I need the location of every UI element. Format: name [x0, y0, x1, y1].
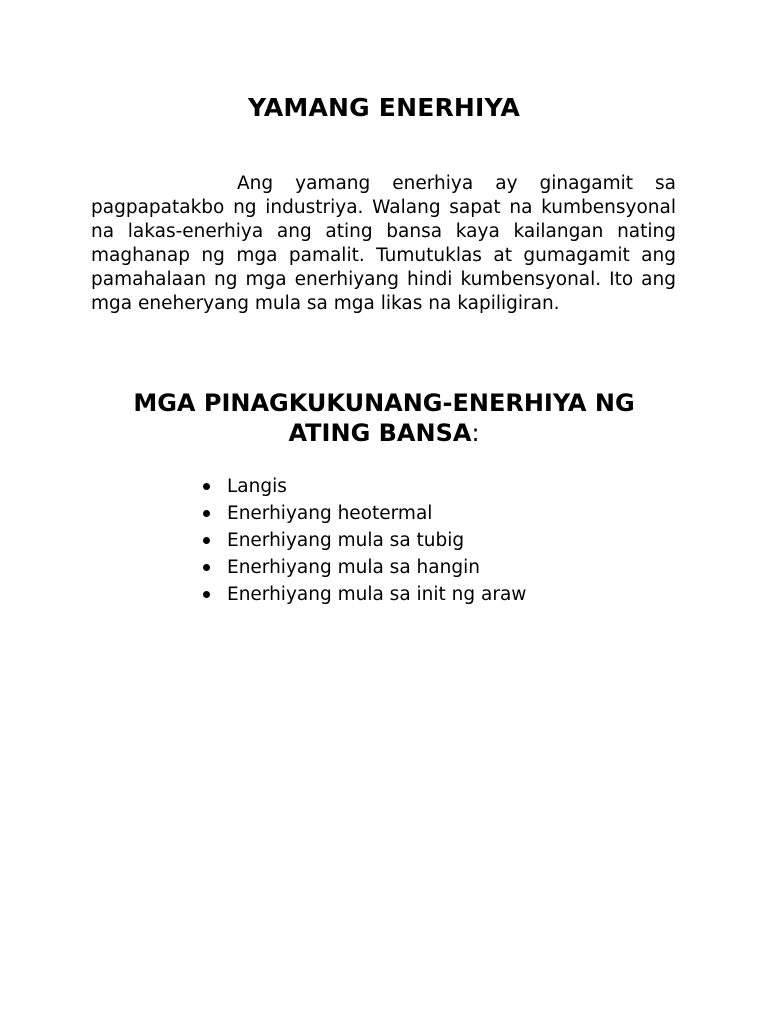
list-item-label: Enerhiyang mula sa init ng araw	[227, 584, 527, 605]
list-item	[200, 581, 526, 608]
bullet-icon	[203, 591, 210, 598]
section-heading-text: MGA PINAGKUKUNANG-ENERHIYA NG ATING BANSA	[133, 389, 635, 447]
list-item	[200, 500, 526, 527]
list-item	[200, 527, 526, 554]
list-item-label: Langis	[227, 476, 287, 497]
intro-paragraph: Ang yamang enerhiya ay ginagamit sa pagpapatakbo ng industriya. Walang sapat na kumbensyonal na lakas-enerhiya ang ating bansa kaya kailangan nating maghanap ng mga pamalit. Tumutuklas at gumagamit ang pamahalaan ng mga enerhiyang hindi kumbensyonal. Ito ang mga eneheryang mula sa mga likas na kapiligiran.	[91, 173, 676, 314]
bullet-icon	[203, 537, 210, 544]
section-heading	[100, 388, 668, 448]
list-item-label: Enerhiyang mula sa tubig	[227, 530, 465, 551]
bullet-icon	[203, 510, 210, 517]
list-item-label: Enerhiyang mula sa hangin	[227, 557, 480, 578]
page-title: YAMANG ENERHIYA	[247, 93, 521, 122]
list-item-label: Enerhiyang heotermal	[227, 503, 433, 524]
list-item	[200, 554, 526, 581]
bullet-icon	[203, 564, 210, 571]
bullet-icon	[203, 483, 210, 490]
energy-source-list	[200, 473, 526, 608]
list-item	[200, 473, 526, 500]
section-heading-colon: :	[471, 419, 480, 447]
